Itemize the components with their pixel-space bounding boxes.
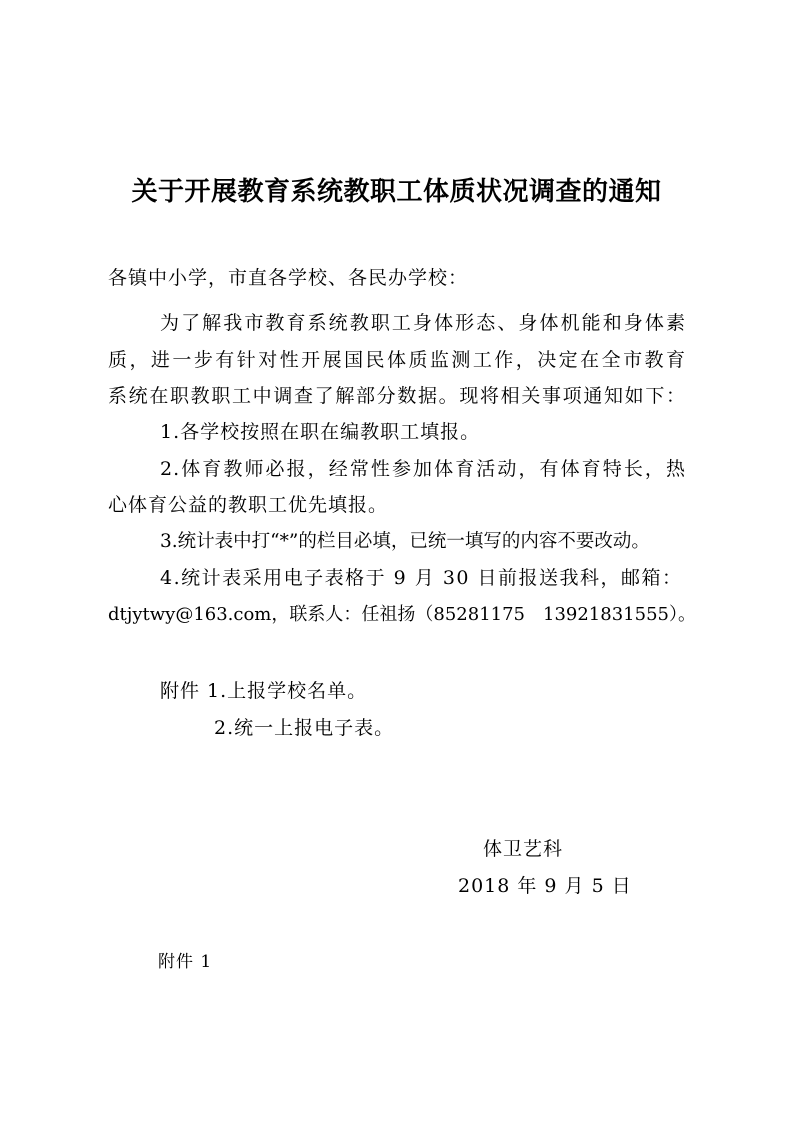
intro-line-2: 质，进一步有针对性开展国民体质监测工作，决定在全市教育	[108, 349, 686, 371]
signature-department: 体卫艺科	[483, 838, 564, 860]
item-2-line-2: 心体育公益的教职工优先填报。	[108, 494, 389, 516]
attachment-1: 附件 1.上报学校名单。	[160, 680, 368, 702]
intro-line-1: 为了解我市教育系统教职工身体形态、身体机能和身体素	[160, 312, 686, 334]
item-3: 3.统计表中打“*”的栏目必填，已统一填写的内容不要改动。	[160, 531, 650, 552]
intro-line-3: 系统在职教职工中调查了解部分数据。现将相关事项通知如下：	[108, 385, 686, 407]
item-4-line-1: 4.统计表采用电子表格于 9 月 30 日前报送我科，邮箱：	[160, 567, 683, 589]
attachment-2: 2.统一上报电子表。	[214, 717, 395, 739]
item-1: 1.各学校按照在职在编教职工填报。	[160, 421, 481, 443]
signature-date: 2018 年 9 月 5 日	[458, 875, 632, 897]
item-4-line-2: dtjytwy@163.com，联系人：任祖扬（85281175 13921831555）。	[108, 604, 696, 625]
document-title: 关于开展教育系统教职工体质状况调查的通知	[131, 177, 662, 207]
appendix-label: 附件 1	[158, 952, 213, 972]
salutation: 各镇中小学，市直各学校、各民办学校：	[108, 267, 469, 289]
item-2-line-1: 2.体育教师必报，经常性参加体育活动，有体育特长，热	[160, 458, 686, 480]
